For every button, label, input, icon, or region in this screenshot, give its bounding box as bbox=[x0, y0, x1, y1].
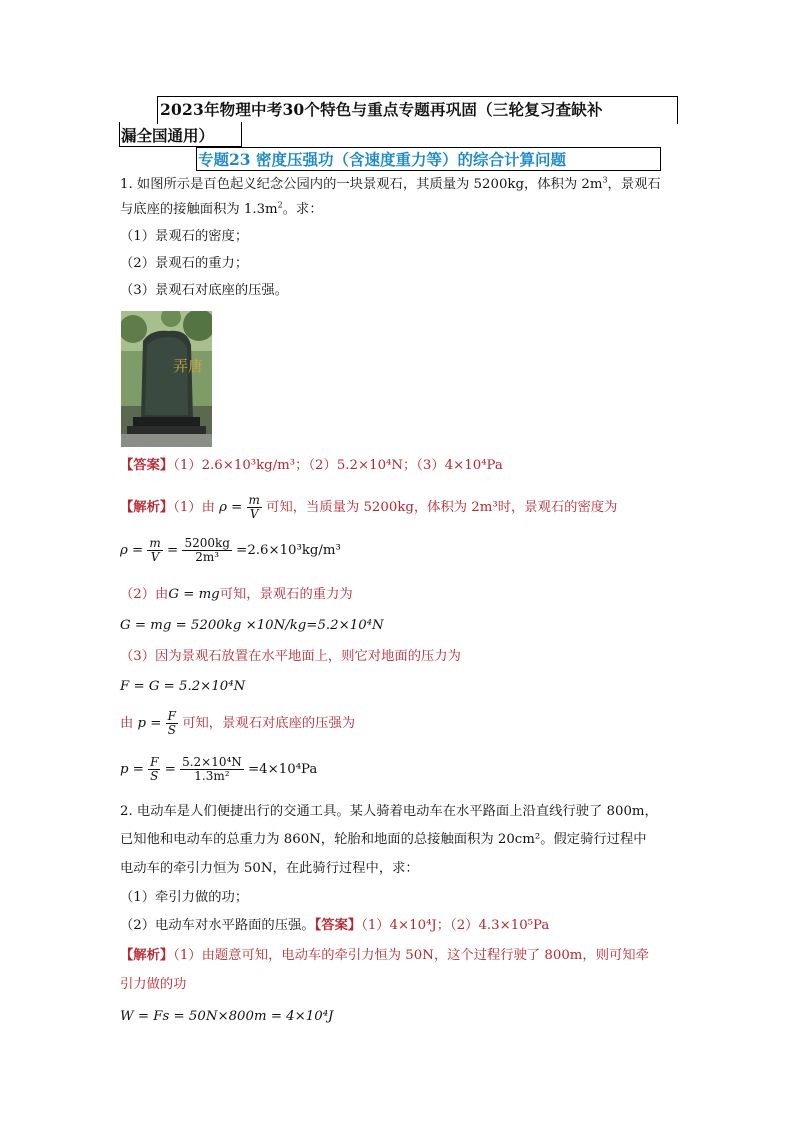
q2-analysis-line1: 【解析】（1）由题意可知，电动车的牵引力恒为 50N，这个过程行驶了 800m，则可知牵 bbox=[120, 948, 649, 963]
q1-equation-gravity: G = mg = 5200kg ×10N/kg=5.2×10⁴N bbox=[120, 618, 384, 633]
q1-equation-pressure: p = $\frac{F}{S}$ = $\frac{\text{5.2×10⁴N}}{\text{1.3m²}}$ =4×10⁴Pa bbox=[120, 755, 318, 783]
q2-stem-line2: 已知他和电动车的总重力为 860N，轮胎和地面的总接触面积为 20cm²。假定骑行过程中 bbox=[120, 832, 647, 847]
q1-part1: （1）景观石的密度； bbox=[120, 229, 249, 244]
q2-analysis-line2: 引力做的功 bbox=[120, 977, 187, 992]
q1-equation-density: ρ = $\frac{m}{V}$ = $\frac{5200kg}{\text{2m³}}$ =2.6×10³kg/m³ bbox=[120, 536, 341, 564]
q2-part2-with-answer: （2）电动车对水平路面的压强。【答案】（1）4×10⁴J；（2）4.3×10⁵Pa bbox=[120, 918, 550, 933]
q1-analysis-4: 由 p = $\frac{F}{S}$ 可知，景观石对底座的压强为 bbox=[120, 709, 356, 737]
q2-stem-line3: 电动车的牵引力恒为 50N，在此骑行过程中，求： bbox=[120, 861, 419, 876]
q1-stem-line2: 与底座的接触面积为 $1.3m^2$。求： bbox=[120, 200, 323, 217]
q1-equation-force: F = G = 5.2×10⁴N bbox=[120, 679, 246, 694]
landscape-stone-photo bbox=[121, 311, 212, 447]
q2-part1: （1）牵引力做的功； bbox=[120, 890, 249, 905]
document-title-line2: 漏全国通用） bbox=[121, 126, 215, 145]
q1-answer: 【答案】（1）2.6×10³kg/m³；（2）5.2×10⁴N；（3）4×10⁴Pa bbox=[120, 458, 503, 473]
document-title-line1: 2023年物理中考30个特色与重点专题再巩固（三轮复习查缺补 bbox=[160, 100, 603, 119]
q1-analysis-3: （3）因为景观石放置在水平地面上，则它对地面的压力为 bbox=[120, 649, 461, 664]
q1-analysis-2: （2）由G = mg可知，景观石的重力为 bbox=[120, 587, 353, 602]
q1-part2: （2）景观石的重力； bbox=[120, 256, 249, 271]
document-subtitle: 专题23 密度压强功（含速度重力等）的综合计算问题 bbox=[198, 150, 566, 169]
q2-equation-work: W = Fs = 50N×800m = 4×10⁴J bbox=[120, 1009, 334, 1024]
q2-stem-line1: 2. 电动车是人们便捷出行的交通工具。某人骑着电动车在水平路面上沿直线行驶了 800m， bbox=[120, 804, 658, 819]
q1-stem-line1: 1. 如图所示是百色起义纪念公园内的一块景观石，其质量为 5200kg，体积为 $2m^3$，景观石 bbox=[120, 175, 661, 192]
stone-inscription: 弄唐 bbox=[173, 357, 204, 375]
q1-part3: （3）景观石对底座的压强。 bbox=[120, 283, 289, 298]
q1-analysis-1: 【解析】（1）由 ρ = $\frac{m}{V}$ 可知，当质量为 5200kg，体积为 2m³时，景观石的密度为 bbox=[120, 493, 618, 521]
